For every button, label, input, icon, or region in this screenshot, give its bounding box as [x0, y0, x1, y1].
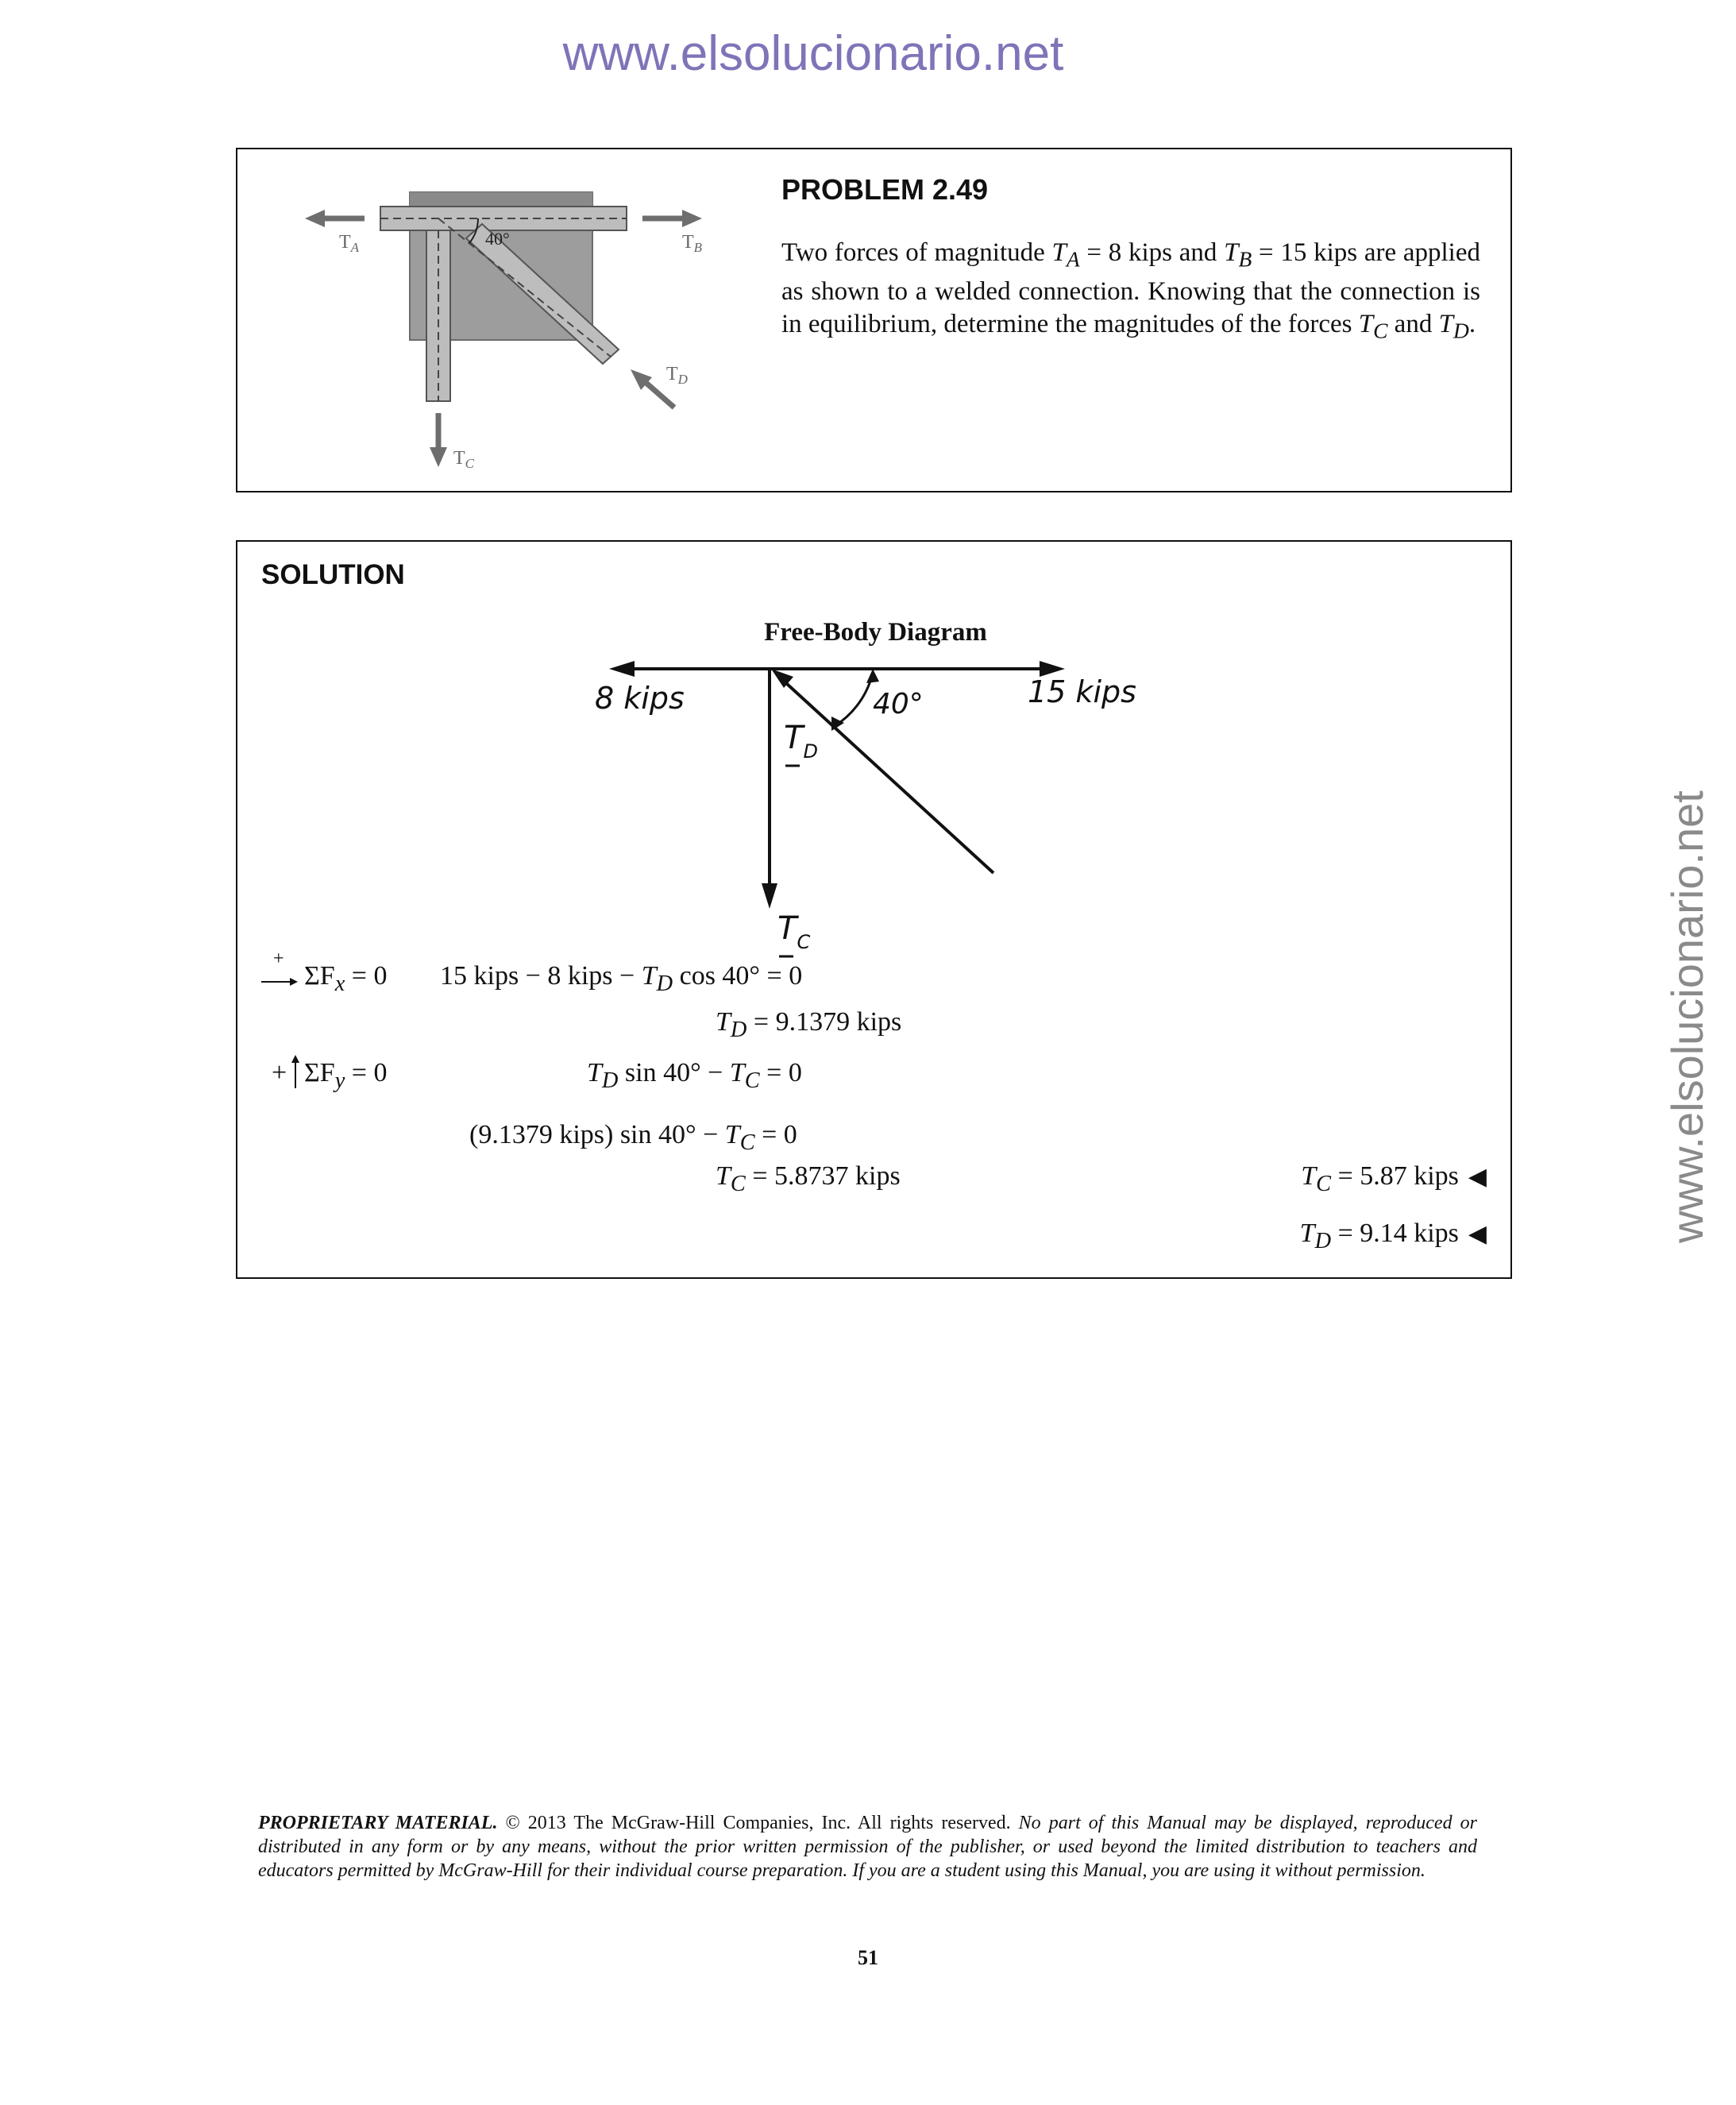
free-body-diagram: [237, 542, 1514, 987]
eq-sum-fy: $T_D$ $\sin 40^\circ - T_C = 0$: [587, 1058, 802, 1093]
eq-substitution: (9.1379 kips) $\sin 40^\circ - T_C = 0$: [469, 1120, 797, 1155]
sum-fy-label: $\Sigma F_y = 0$: [304, 1058, 388, 1093]
fig-angle-label: 40°: [485, 229, 510, 249]
welded-connection-figure: [269, 165, 762, 483]
solution-box: [236, 540, 1512, 1279]
down-arrowhead: [762, 883, 777, 909]
watermark-top[interactable]: www.elsolucionario.net: [562, 26, 1064, 81]
fig-td-label: $T_D$: [666, 364, 688, 387]
problem-title: PROBLEM 2.49: [781, 173, 989, 206]
page-number: 51: [858, 1946, 878, 1969]
eq-td-result: $T_D = 9.1379$ kips: [716, 1007, 902, 1042]
fbd-title: Free-Body Diagram: [764, 618, 987, 647]
answer-tc: $T_C = 5.87$ kips ◀: [1301, 1161, 1487, 1196]
eq-sum-fx: 15 kips − 8 kips − $T_D$ cos 40° = 0: [440, 961, 803, 996]
fbd-td-label: $T_D$: [784, 720, 818, 763]
sum-fx-label: $\Sigma F_x = 0$: [304, 961, 388, 996]
fig-tb-label: $T_B$: [682, 232, 703, 255]
answer-marker-icon: ◀: [1468, 1163, 1487, 1191]
eq-tc-result: $T_C = 5.8737$ kips: [716, 1161, 901, 1196]
x-plus-sign: +: [273, 948, 284, 969]
fbd-angle-label: 40°: [873, 688, 924, 720]
top-weld: [410, 192, 592, 207]
problem-statement: Two forces of magnitude $T_A = 8$ kips and $T_B = 15$ kips are applied as shown to a welded connection. Knowing that the connection is in equilibrium, determine the magnitudes of the forces $T_C$ and $T_D$.: [781, 238, 1480, 343]
answer-marker-icon: ◀: [1468, 1220, 1487, 1248]
watermark-side: www.elsolucionario.net: [1662, 790, 1712, 1243]
answer-td: $T_D = 9.14$ kips ◀: [1299, 1219, 1487, 1253]
problem-box: [236, 148, 1512, 492]
fbd-tc-label: $T_C$: [777, 910, 811, 953]
fig-tc-label: $T_C$: [453, 448, 475, 471]
y-plus-sign: +: [272, 1058, 287, 1087]
fig-ta-label: $T_A$: [339, 232, 360, 255]
fbd-left-label: 8 kips: [595, 681, 685, 716]
solution-title: SOLUTION: [261, 559, 405, 590]
y-sign-convention-arrow: [290, 1055, 301, 1090]
fbd-right-label: 15 kips: [1028, 674, 1136, 709]
copyright-footer: PROPRIETARY MATERIAL. © 2013 The McGraw-Hill Companies, Inc. All rights reserved. No part of this Manual may be displayed, reproduced or distributed in any form or by any means, without the prior written permission of the publisher, or used beyond the limited distribution to teachers and educators permitted by McGraw-Hill for their individual course preparation. If you are a student using this Manual, you are using it without permission.: [258, 1813, 1477, 1881]
left-arrowhead: [609, 661, 635, 677]
